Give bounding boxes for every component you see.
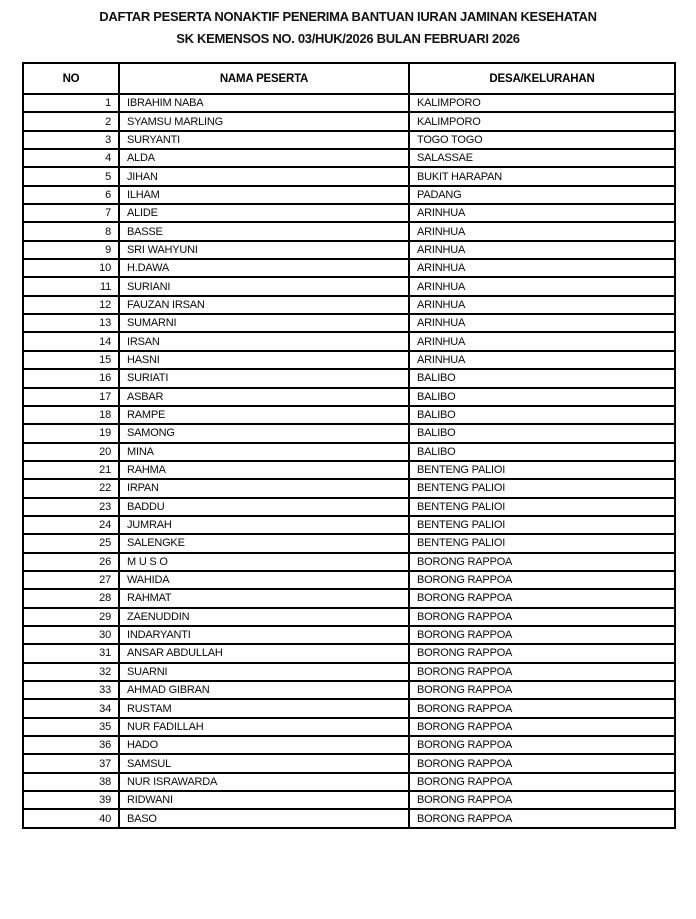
table-body: [23, 94, 675, 828]
cell-no: 27: [23, 571, 119, 589]
cell-no: 32: [23, 663, 119, 681]
cell-no: 12: [23, 296, 119, 314]
cell-nama: SUMARNI: [119, 314, 409, 332]
cell-desa: SALASSAE: [409, 149, 675, 167]
cell-desa: ARINHUA: [409, 204, 675, 222]
cell-no: 40: [23, 809, 119, 827]
cell-desa: BENTENG PALIOI: [409, 534, 675, 552]
cell-nama: M U S O: [119, 553, 409, 571]
cell-desa: BORONG RAPPOA: [409, 571, 675, 589]
table-header-row: [23, 63, 675, 94]
table-row: [23, 204, 675, 222]
cell-desa: ARINHUA: [409, 241, 675, 259]
table-row: [23, 296, 675, 314]
table-row: [23, 681, 675, 699]
cell-nama: IRSAN: [119, 332, 409, 350]
cell-desa: BORONG RAPPOA: [409, 773, 675, 791]
cell-nama: SYAMSU MARLING: [119, 112, 409, 130]
cell-desa: BORONG RAPPOA: [409, 663, 675, 681]
cell-desa: BORONG RAPPOA: [409, 626, 675, 644]
table-row: [23, 736, 675, 754]
table-row: [23, 332, 675, 350]
cell-nama: INDARYANTI: [119, 626, 409, 644]
cell-nama: RAHMA: [119, 461, 409, 479]
cell-no: 7: [23, 204, 119, 222]
cell-no: 39: [23, 791, 119, 809]
table-row: [23, 167, 675, 185]
table-row: [23, 699, 675, 717]
cell-no: 6: [23, 186, 119, 204]
cell-nama: ZAENUDDIN: [119, 608, 409, 626]
table-row: [23, 222, 675, 240]
cell-nama: ALIDE: [119, 204, 409, 222]
cell-no: 16: [23, 369, 119, 387]
table-row: [23, 589, 675, 607]
cell-no: 2: [23, 112, 119, 130]
cell-desa: BALIBO: [409, 406, 675, 424]
table-row: [23, 388, 675, 406]
document-title: [0, 0, 696, 49]
table-row: [23, 663, 675, 681]
cell-no: 24: [23, 516, 119, 534]
cell-desa: BALIBO: [409, 443, 675, 461]
cell-desa: TOGO TOGO: [409, 131, 675, 149]
cell-no: 19: [23, 424, 119, 442]
cell-desa: BORONG RAPPOA: [409, 736, 675, 754]
cell-no: 13: [23, 314, 119, 332]
table-row: [23, 461, 675, 479]
cell-no: 5: [23, 167, 119, 185]
cell-no: 29: [23, 608, 119, 626]
document-title-line1: DAFTAR PESERTA NONAKTIF PENERIMA BANTUAN IURAN JAMINAN KESEHATAN: [99, 9, 597, 24]
cell-nama: SURIANI: [119, 277, 409, 295]
cell-no: 10: [23, 259, 119, 277]
table-row: [23, 259, 675, 277]
column-header-nama: NAMA PESERTA: [119, 63, 409, 94]
table-row: [23, 809, 675, 827]
cell-desa: BALIBO: [409, 388, 675, 406]
table-row: [23, 186, 675, 204]
cell-desa: KALIMPORO: [409, 94, 675, 112]
table-row: [23, 644, 675, 662]
cell-desa: ARINHUA: [409, 259, 675, 277]
cell-nama: WAHIDA: [119, 571, 409, 589]
table-row: [23, 241, 675, 259]
cell-desa: BORONG RAPPOA: [409, 589, 675, 607]
cell-no: 30: [23, 626, 119, 644]
cell-no: 1: [23, 94, 119, 112]
cell-desa: ARINHUA: [409, 314, 675, 332]
cell-desa: BALIBO: [409, 424, 675, 442]
cell-nama: MINA: [119, 443, 409, 461]
cell-desa: PADANG: [409, 186, 675, 204]
table-row: [23, 516, 675, 534]
cell-nama: RAMPE: [119, 406, 409, 424]
cell-desa: BORONG RAPPOA: [409, 681, 675, 699]
cell-desa: ARINHUA: [409, 351, 675, 369]
table-row: [23, 277, 675, 295]
cell-desa: KALIMPORO: [409, 112, 675, 130]
table-row: [23, 773, 675, 791]
cell-nama: ASBAR: [119, 388, 409, 406]
table-row: [23, 443, 675, 461]
table-row: [23, 406, 675, 424]
table-row: [23, 351, 675, 369]
cell-desa: BORONG RAPPOA: [409, 644, 675, 662]
table-row: [23, 314, 675, 332]
cell-no: 35: [23, 718, 119, 736]
table-row: [23, 571, 675, 589]
table-row: [23, 534, 675, 552]
cell-nama: RUSTAM: [119, 699, 409, 717]
cell-nama: SALENGKE: [119, 534, 409, 552]
table-row: [23, 479, 675, 497]
cell-desa: BORONG RAPPOA: [409, 608, 675, 626]
cell-desa: BUKIT HARAPAN: [409, 167, 675, 185]
cell-nama: SURYANTI: [119, 131, 409, 149]
cell-no: 33: [23, 681, 119, 699]
cell-nama: NUR ISRAWARDA: [119, 773, 409, 791]
cell-nama: RAHMAT: [119, 589, 409, 607]
cell-nama: SAMSUL: [119, 754, 409, 772]
table-row: [23, 112, 675, 130]
cell-desa: ARINHUA: [409, 277, 675, 295]
cell-no: 14: [23, 332, 119, 350]
cell-nama: IBRAHIM NABA: [119, 94, 409, 112]
table-row: [23, 149, 675, 167]
cell-no: 25: [23, 534, 119, 552]
table-row: [23, 608, 675, 626]
cell-nama: BADDU: [119, 498, 409, 516]
cell-no: 17: [23, 388, 119, 406]
cell-no: 8: [23, 222, 119, 240]
cell-no: 20: [23, 443, 119, 461]
cell-nama: JIHAN: [119, 167, 409, 185]
table-row: [23, 553, 675, 571]
cell-no: 36: [23, 736, 119, 754]
cell-desa: BORONG RAPPOA: [409, 754, 675, 772]
table-row: [23, 131, 675, 149]
cell-nama: IRPAN: [119, 479, 409, 497]
document-title-line2: SK KEMENSOS NO. 03/HUK/2026 BULAN FEBRUARI 2026: [176, 30, 520, 46]
column-header-no: NO: [23, 63, 119, 94]
cell-nama: SRI WAHYUNI: [119, 241, 409, 259]
cell-no: 4: [23, 149, 119, 167]
cell-nama: HASNI: [119, 351, 409, 369]
cell-desa: BENTENG PALIOI: [409, 498, 675, 516]
cell-nama: RIDWANI: [119, 791, 409, 809]
cell-desa: BENTENG PALIOI: [409, 479, 675, 497]
cell-nama: HADO: [119, 736, 409, 754]
table-row: [23, 498, 675, 516]
table-row: [23, 791, 675, 809]
cell-no: 26: [23, 553, 119, 571]
cell-no: 21: [23, 461, 119, 479]
table-row: [23, 424, 675, 442]
cell-nama: BASSE: [119, 222, 409, 240]
cell-desa: BORONG RAPPOA: [409, 699, 675, 717]
cell-desa: ARINHUA: [409, 332, 675, 350]
cell-desa: ARINHUA: [409, 296, 675, 314]
cell-nama: SAMONG: [119, 424, 409, 442]
cell-no: 22: [23, 479, 119, 497]
cell-no: 3: [23, 131, 119, 149]
table-row: [23, 718, 675, 736]
cell-no: 18: [23, 406, 119, 424]
cell-nama: SUARNI: [119, 663, 409, 681]
cell-desa: BORONG RAPPOA: [409, 791, 675, 809]
table-row: [23, 94, 675, 112]
cell-no: 28: [23, 589, 119, 607]
cell-desa: BENTENG PALIOI: [409, 461, 675, 479]
cell-desa: BORONG RAPPOA: [409, 553, 675, 571]
cell-no: 31: [23, 644, 119, 662]
cell-desa: BORONG RAPPOA: [409, 718, 675, 736]
column-header-desa: DESA/KELURAHAN: [409, 63, 675, 94]
cell-desa: ARINHUA: [409, 222, 675, 240]
table-row: [23, 754, 675, 772]
cell-desa: BENTENG PALIOI: [409, 516, 675, 534]
cell-desa: BORONG RAPPOA: [409, 809, 675, 827]
cell-nama: ILHAM: [119, 186, 409, 204]
cell-no: 23: [23, 498, 119, 516]
cell-nama: FAUZAN IRSAN: [119, 296, 409, 314]
cell-nama: BASO: [119, 809, 409, 827]
cell-nama: AHMAD GIBRAN: [119, 681, 409, 699]
cell-desa: BALIBO: [409, 369, 675, 387]
cell-no: 15: [23, 351, 119, 369]
cell-no: 34: [23, 699, 119, 717]
cell-no: 38: [23, 773, 119, 791]
cell-nama: NUR FADILLAH: [119, 718, 409, 736]
cell-nama: SURIATI: [119, 369, 409, 387]
cell-no: 37: [23, 754, 119, 772]
cell-no: 11: [23, 277, 119, 295]
cell-nama: JUMRAH: [119, 516, 409, 534]
cell-nama: ANSAR ABDULLAH: [119, 644, 409, 662]
participants-table: [22, 62, 676, 829]
cell-no: 9: [23, 241, 119, 259]
table-row: [23, 626, 675, 644]
table-row: [23, 369, 675, 387]
cell-nama: H.DAWA: [119, 259, 409, 277]
cell-nama: ALDA: [119, 149, 409, 167]
